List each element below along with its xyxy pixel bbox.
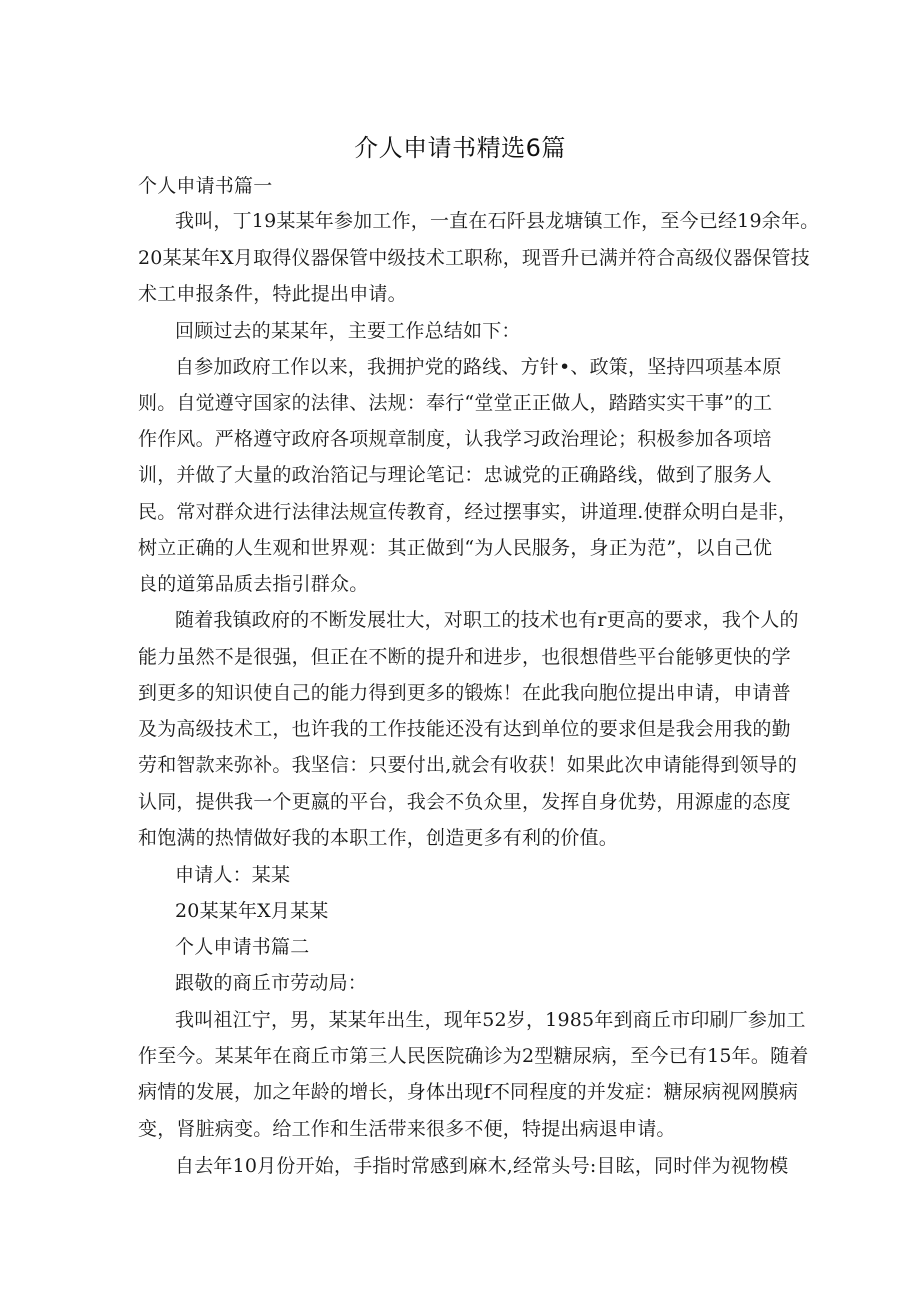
paragraph-line: 我叫祖江宁，男，某某年出生，现年52岁，1985年到商丘市印刷厂参加工: [175, 1009, 806, 1031]
document-title: 介人申请书精选6篇: [354, 134, 566, 162]
paragraph-line: 到更多的知识使自己的能力得到更多的锻炼！在此我向胞位提出申请，申请普: [138, 682, 791, 704]
paragraph-line: 回顾过去的某某年，主要工作总结如下：: [175, 320, 521, 342]
paragraph-line: 训，并做了大量的政治箔记与理论笔记：忠诚党的正确路线，做到了服务人: [138, 464, 772, 486]
paragraph-line: 作作风。严格遵守政府各项规章制度，认我学习政治理论；积极参加各项培: [138, 428, 772, 450]
paragraph-line: 民。常对群众进行法律法规宣传教育，经过摆事实，讲道理.使群众明白是非，: [138, 501, 798, 523]
paragraph-line: 及为高级技术工，也许我的工作技能还没有达到单位的要求但是我会用我的勤: [138, 718, 791, 740]
paragraph-line: 认同，提供我一个更嬴的平台，我会不负众里，发挥自身优势，用源虚的态度: [138, 791, 791, 813]
paragraph-line: 变，肾脏病变。给工作和生活带来很多不便，特提出病退申请。: [138, 1118, 676, 1140]
paragraph-line: 术工申报条件，特此提出申请。: [138, 283, 407, 305]
paragraph-line: 和饱满的热情做好我的本职工作，创造更多有利的价值。: [138, 827, 619, 849]
section-heading-1: 个人申请书篇一: [138, 175, 273, 197]
section-heading-2: 个人申请书篇二: [175, 936, 310, 958]
paragraph-line: 树立正确的人生观和世界观：其正做到“为人民服务，身正为范”，以自己优: [138, 537, 773, 559]
paragraph-line: 20某某年X月取得仪器保管中级技术工职称，现晋升已满并符合高级仪器保管技: [138, 247, 810, 269]
paragraph-line: 作至今。某某年在商丘市第三人民医院确诊为2型糖尿病，至今已有15年。随着: [138, 1045, 809, 1067]
paragraph-line: 自参加政府工作以来，我拥护党的路线、方针•、政策，坚持四项基本原: [175, 356, 782, 378]
paragraph-line: 自去年10月份开始，手指时常感到麻木,经常头号:目眩，同时伴为视物模: [175, 1155, 789, 1177]
applicant-signature: 申请人：某某: [175, 864, 291, 886]
paragraph-line: 能力虽然不是很强，但正在不断的提升和进步，也很想借些平台能够更快的学: [138, 646, 791, 668]
paragraph-line: 病情的发展，加之年龄的增长，身体出现f不同程度的并发症：糖尿病视网膜病: [138, 1081, 799, 1103]
paragraph-line: 随着我镇政府的不断发展壮大，对职工的技术也有r更高的要求，我个人的: [175, 609, 799, 631]
application-date: 20某某年X月某某: [175, 900, 329, 922]
paragraph-line: 劳和智款来弥补。我坚信：只要付出,就会有收获！如果此次申请能得到领导的: [138, 754, 798, 776]
paragraph-line: 良的道第品质去指引群众。: [138, 573, 369, 595]
salutation: 跟敬的商丘市劳动局：: [175, 972, 368, 994]
paragraph-line: 则。自觉遵守国家的法律、法规：奉行“堂堂正正做人，踏踏实实干事”的工: [138, 392, 773, 414]
paragraph-line: 我叫，丁19某某年参加工作，一直在石阡县龙塘镇工作，至今已经19余年。: [175, 210, 820, 232]
